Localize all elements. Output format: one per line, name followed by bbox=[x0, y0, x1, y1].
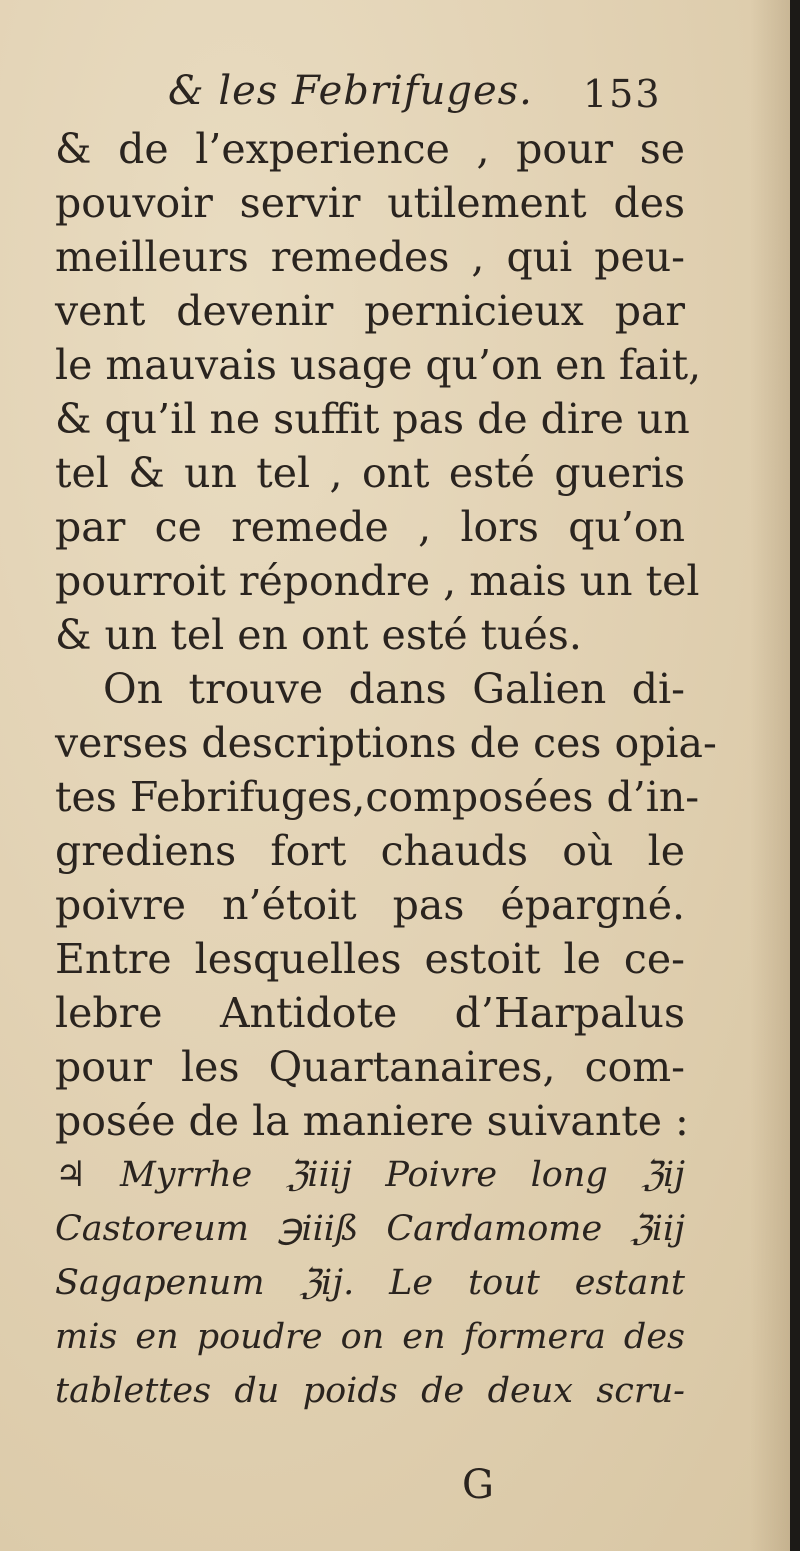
text-line: & qu’il ne suffit pas de dire un bbox=[55, 395, 690, 443]
text-line: meilleurs remedes , qui peu- bbox=[55, 233, 685, 281]
text-line: le mauvais usage qu’on en fait, bbox=[55, 341, 702, 389]
text-line: pour les Quartanaires, com- bbox=[55, 1043, 685, 1091]
running-title: & les Febrifuges. bbox=[168, 68, 533, 114]
text-line: On trouve dans Galien di- bbox=[103, 665, 685, 713]
text-line: tes Febrifuges,composées d’in- bbox=[55, 773, 700, 821]
text-line: posée de la maniere suivante : bbox=[55, 1097, 689, 1145]
recipe-line: tablettes du poids de deux scru- bbox=[55, 1371, 685, 1411]
text-line: grediens fort chauds où le bbox=[55, 827, 685, 875]
text-line: lebre Antidote d’Harpalus bbox=[55, 989, 685, 1037]
page-number: 153 bbox=[583, 72, 662, 116]
text-line: & un tel en ont esté tués. bbox=[55, 611, 582, 659]
recipe-line: Castoreum ℈iiiß Cardamome ℨiij bbox=[55, 1209, 685, 1249]
text-line: verses descriptions de ces opia- bbox=[55, 719, 717, 767]
text-line: tel & un tel , ont esté gueris bbox=[55, 449, 685, 497]
recipe-line: Sagapenum ℨij. Le tout estant bbox=[55, 1263, 685, 1303]
text-line: & de l’experience , pour se bbox=[55, 125, 685, 173]
text-line: par ce remede , lors qu’on bbox=[55, 503, 685, 551]
text-line: pouvoir servir utilement des bbox=[55, 179, 685, 227]
text-line: vent devenir pernicieux par bbox=[55, 287, 685, 335]
text-line: Entre lesquelles estoit le ce- bbox=[55, 935, 685, 983]
recipe-line: mis en poudre on en formera des bbox=[55, 1317, 685, 1357]
body-text bbox=[55, 122, 717, 1418]
page-header bbox=[168, 68, 688, 128]
signature-mark: G bbox=[462, 1462, 494, 1508]
text-line: poivre n’étoit pas épargné. bbox=[55, 881, 685, 929]
recipe-line: ♃ Myrrhe ℨiiij Poivre long ℨij bbox=[55, 1155, 685, 1195]
text-line: pourroit répondre , mais un tel bbox=[55, 557, 700, 605]
